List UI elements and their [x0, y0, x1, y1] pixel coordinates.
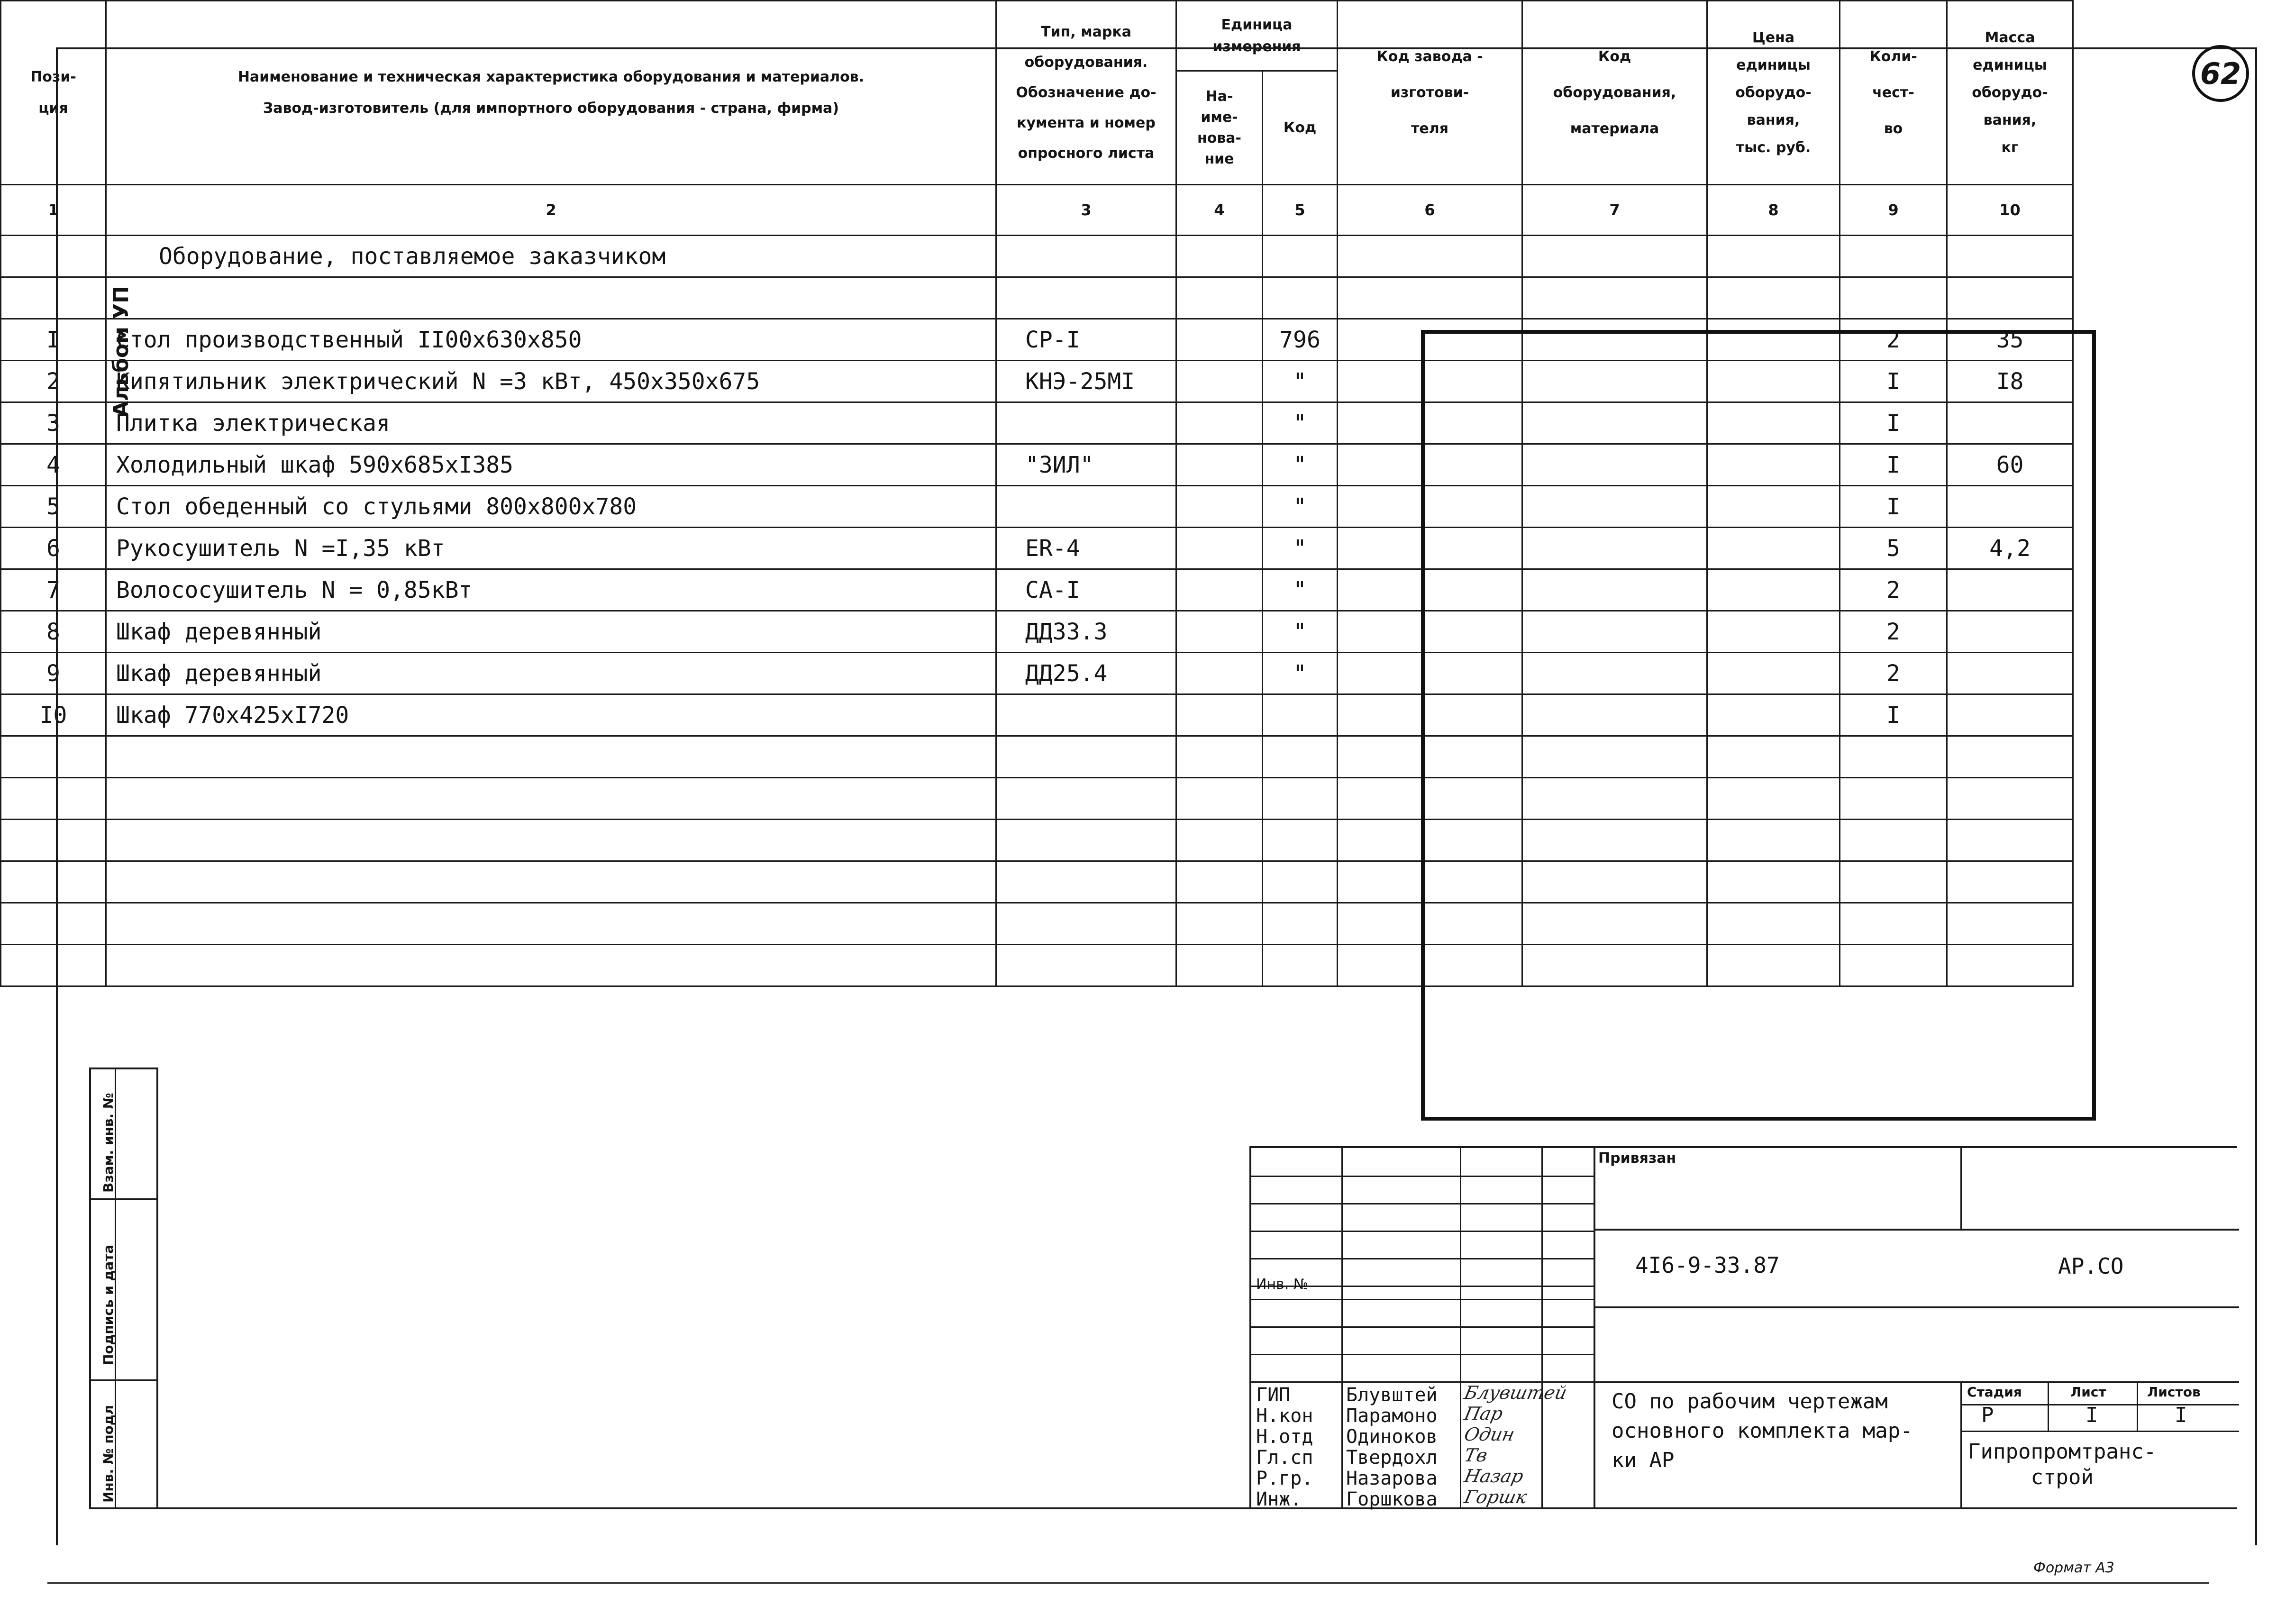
- header-name-line2: Завод-изготовитель (для импортного оборудования - страна, фирма): [263, 100, 839, 117]
- organization: Гипропромтранс- строй: [1968, 1440, 2157, 1489]
- cell-type: ДД25.4: [996, 653, 1176, 694]
- cell-mass: 35: [1947, 319, 2073, 361]
- cell-position: 5: [1, 486, 106, 528]
- binding-strip: [89, 1067, 158, 1509]
- staff-signature: Горшк: [1462, 1487, 1529, 1507]
- column-number: 10: [1947, 185, 2073, 236]
- stage-value: Р: [1981, 1403, 1994, 1427]
- header-unit-code: Код: [1263, 71, 1338, 185]
- staff-name: Парамоно: [1346, 1405, 1438, 1427]
- cell-unit-code: ": [1263, 361, 1338, 402]
- cell-quantity: I: [1840, 361, 1947, 402]
- column-number: 2: [106, 185, 996, 236]
- cell-position: 6: [1, 528, 106, 569]
- cell-quantity: 2: [1840, 569, 1947, 611]
- staff-role: ГИП: [1256, 1384, 1291, 1406]
- staff-role: Инж.: [1256, 1488, 1302, 1510]
- staff-signature: Блувштей: [1462, 1382, 1569, 1403]
- sheets-label: Листов: [2147, 1384, 2201, 1400]
- cell-mass: 60: [1947, 444, 2073, 486]
- cell-unit-code: ": [1263, 486, 1338, 528]
- column-number: 6: [1338, 185, 1522, 236]
- header-equipment-code: Код оборудования, материала: [1522, 1, 1707, 185]
- staff-name: Блувштей: [1346, 1384, 1438, 1406]
- cell-quantity: I: [1840, 444, 1947, 486]
- header-unit: Единица измерения: [1176, 1, 1338, 71]
- cell-type: КНЭ-25МI: [996, 361, 1176, 402]
- staff-name: Одиноков: [1346, 1426, 1438, 1448]
- replace-inv-label: Взам. инв. №: [100, 1093, 116, 1193]
- document-mark: АР.СО: [2058, 1253, 2124, 1279]
- staff-signature: Тв: [1462, 1445, 1490, 1466]
- page-number: 62: [2200, 56, 2241, 91]
- column-number: 7: [1522, 185, 1707, 236]
- cell-position: 9: [1, 653, 106, 694]
- cell-name: Холодильный шкаф 590x685xI385: [106, 444, 996, 486]
- cell-type: ЕR-4: [996, 528, 1176, 569]
- format-label: Формат А3: [2033, 1560, 2114, 1576]
- staff-signature: Один: [1462, 1424, 1517, 1445]
- page-number-circle: [2192, 45, 2249, 102]
- cell-position: I: [1, 319, 106, 361]
- sheet-value: I: [2086, 1403, 2098, 1427]
- cell-position: 2: [1, 361, 106, 402]
- staff-signature: Пар: [1462, 1403, 1505, 1424]
- cell-type: СА-I: [996, 569, 1176, 611]
- cell-unit-code: ": [1263, 444, 1338, 486]
- album-label: Альбом УП: [109, 285, 133, 417]
- column-number: 5: [1263, 185, 1338, 236]
- bold-column-frame: [1421, 330, 2096, 1121]
- cell-unit-code: 796: [1263, 319, 1338, 361]
- header-price: Цена единицы оборудо- вания, тыс. руб.: [1707, 1, 1840, 185]
- header-mass: Масса единицы оборудо- вания, кг: [1947, 1, 2073, 185]
- cell-unit-code: ": [1263, 402, 1338, 444]
- cell-position: 3: [1, 402, 106, 444]
- cell-name: Рукосушитель N =I,35 кВт: [106, 528, 996, 569]
- signature-date-label: Подпись и дата: [100, 1244, 116, 1365]
- staff-signature: Назар: [1462, 1466, 1526, 1487]
- staff-role: Н.отд: [1256, 1426, 1313, 1448]
- cell-position: 4: [1, 444, 106, 486]
- bottom-edge-line: [47, 1582, 2209, 1584]
- cell-name: Шкаф деревянный: [106, 653, 996, 694]
- cell-name: Стол обеденный со стульями 800x800x780: [106, 486, 996, 528]
- staff-role: Р.гр.: [1256, 1468, 1313, 1489]
- cell-name: Волососушитель N = 0,85кВт: [106, 569, 996, 611]
- cell-unit-code: ": [1263, 653, 1338, 694]
- cell-quantity: 5: [1840, 528, 1947, 569]
- column-number: 8: [1707, 185, 1840, 236]
- cell-quantity: 2: [1840, 653, 1947, 694]
- column-number: 4: [1176, 185, 1263, 236]
- cell-name: Кипятильник электрический N =3 кВт, 450x350x675: [106, 361, 996, 402]
- cell-position: 8: [1, 611, 106, 653]
- stage-label: Стадия: [1967, 1384, 2022, 1400]
- header-factory-code: Код завода - изготови- теля: [1338, 1, 1522, 185]
- cell-name: Шкаф 770x425xI720: [106, 694, 996, 736]
- inv-original-label: Инв. № подл: [100, 1405, 116, 1503]
- header-type: Тип, марка оборудования. Обозначение до- кумента и номер опросного листа: [996, 1, 1176, 185]
- cell-unit-code: ": [1263, 611, 1338, 653]
- cell-type: ДД33.3: [996, 611, 1176, 653]
- cell-quantity: I: [1840, 486, 1947, 528]
- cell-name: Оборудование, поставляемое заказчиком: [106, 236, 996, 277]
- document-code: 4I6-9-33.87: [1635, 1252, 1780, 1278]
- cell-position: I0: [1, 694, 106, 736]
- staff-name: Назарова: [1346, 1468, 1438, 1489]
- sheet-title: СО по рабочим чертежам основного комплекта мар- ки АР: [1612, 1389, 1913, 1472]
- cell-name: Стол производственный II00x630x850: [106, 319, 996, 361]
- cell-quantity: 2: [1840, 611, 1947, 653]
- staff-name: Горшкова: [1346, 1488, 1438, 1510]
- cell-type: СР-I: [996, 319, 1176, 361]
- column-number: 9: [1840, 185, 1947, 236]
- column-number: 3: [996, 185, 1176, 236]
- cell-position: 7: [1, 569, 106, 611]
- header-quantity: Коли- чест- во: [1840, 1, 1947, 185]
- header-position: Пози- ция: [1, 1, 106, 185]
- cell-mass: 4,2: [1947, 528, 2073, 569]
- staff-role: Гл.сп: [1256, 1447, 1313, 1469]
- cell-unit-code: ": [1263, 569, 1338, 611]
- staff-role: Н.кон: [1256, 1405, 1313, 1427]
- cell-mass: I8: [1947, 361, 2073, 402]
- cell-name: Шкаф деревянный: [106, 611, 996, 653]
- cell-quantity: I: [1840, 694, 1947, 736]
- cell-quantity: 2: [1840, 319, 1947, 361]
- cell-quantity: I: [1840, 402, 1947, 444]
- title-block: [1249, 1146, 2237, 1508]
- header-name-line1: Наименование и техническая характеристика оборудования и материалов.: [237, 68, 865, 85]
- inv-no-label: Инв. №: [1256, 1276, 1309, 1293]
- cell-type: "ЗИЛ": [996, 444, 1176, 486]
- sheet-label: Лист: [2070, 1384, 2106, 1400]
- column-number: 1: [1, 185, 106, 236]
- cell-name: Плитка электрическая: [106, 402, 996, 444]
- staff-name: Твердохл: [1346, 1447, 1438, 1469]
- sheets-value: I: [2175, 1403, 2187, 1427]
- header-unit-name: На- име- нова- ние: [1176, 71, 1263, 185]
- cell-unit-code: ": [1263, 528, 1338, 569]
- bound-label: Привязан: [1598, 1150, 1676, 1167]
